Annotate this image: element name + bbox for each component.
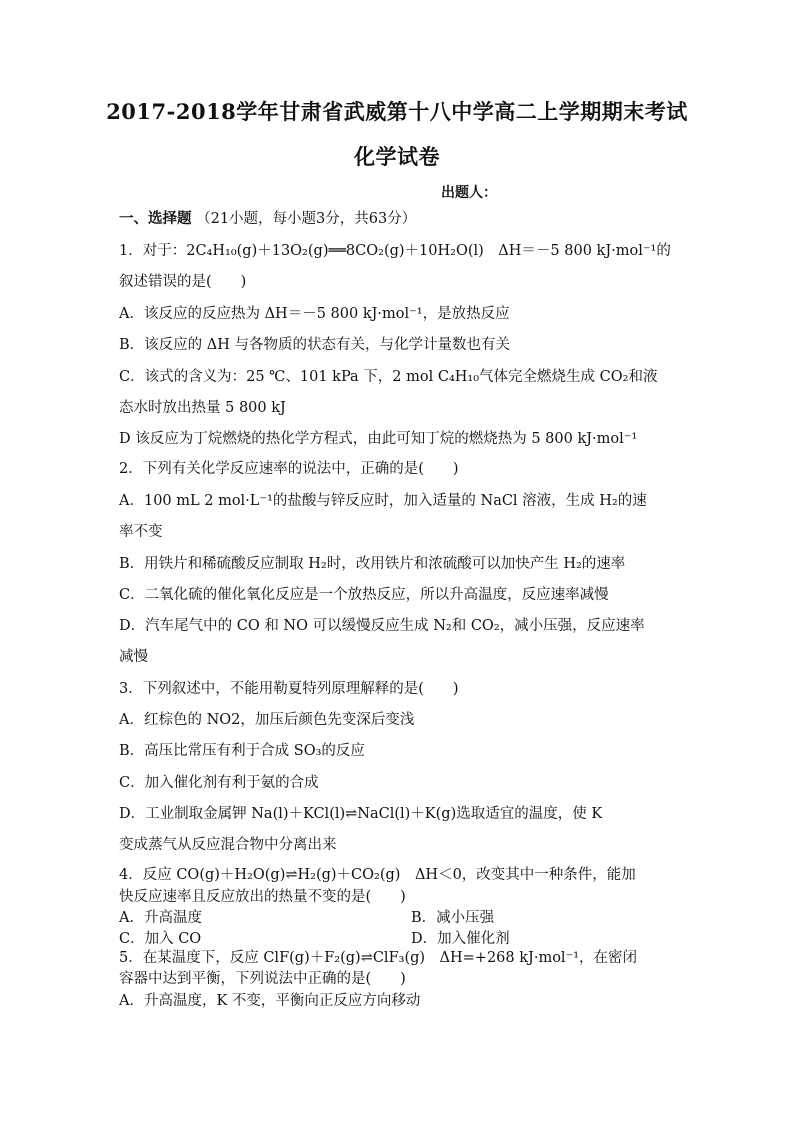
author-label: 出题人： [441,185,497,201]
q2-stem: 2．下列有关化学反应速率的说法中，正确的是( ) [119,461,459,477]
q1-stem-line1: 1．对于：2C₄H₁₀(g)＋13O₂(g)══8CO₂(g)＋10H₂O(l) ΔH＝－5 800 kJ·mol⁻¹的 [119,243,671,259]
q5-stem-line2: 容器中达到平衡，下列说法中正确的是( ) [119,971,406,987]
q2-option-d-line2: 减慢 [119,649,148,665]
q3-option-d-line2: 变成蒸气从反应混合物中分离出来 [119,837,337,853]
q1-option-a: A．该反应的反应热为 ΔH＝－5 800 kJ·mol⁻¹，是放热反应 [119,306,510,322]
q1-option-c-line1: C．该式的含义为：25 ℃、101 kPa 下，2 mol C₄H₁₀气体完全燃烧生成 CO₂和液 [119,369,658,385]
q2-option-c: C．二氧化硫的催化氧化反应是一个放热反应，所以升高温度，反应速率减慢 [119,587,609,603]
q1-option-b: B．该反应的 ΔH 与各物质的状态有关，与化学计量数也有关 [119,337,510,353]
q2-option-a-line2: 率不变 [119,524,163,540]
q1-option-c-line2: 态水时放出热量 5 800 kJ [119,400,286,416]
q3-option-b: B．高压比常压有利于合成 SO₃的反应 [119,743,365,759]
q1-stem-line2: 叙述错误的是( ) [119,274,247,290]
section-note: （21小题，每小题3分，共63分） [196,211,417,227]
q4-option-d: D．加入催化剂 [411,931,510,947]
q4-option-b: B．减小压强 [411,910,495,926]
q2-option-d-line1: D．汽车尾气中的 CO 和 NO 可以缓慢反应生成 N₂和 CO₂，减小压强，反应速率 [119,618,645,634]
q1-option-d: D 该反应为丁烷燃烧的热化学方程式，由此可知丁烷的燃烧热为 5 800 kJ·mol⁻¹ [119,431,638,447]
q4-stem-line2: 快反应速率且反应放出的热量不变的是( ) [119,889,406,905]
q3-option-c: C．加入催化剂有利于氨的合成 [119,775,319,791]
q4-option-c: C．加入 CO [119,931,202,947]
q3-option-d-line1: D．工业制取金属钾 Na(l)＋KCl(l)⇌NaCl(l)＋K(g)选取适宜的温度，使 K [119,806,603,822]
q5-option-a: A．升高温度，K 不变，平衡向正反应方向移动 [119,993,421,1009]
q2-option-b: B．用铁片和稀硫酸反应制取 H₂时，改用铁片和浓硫酸可以加快产生 H₂的速率 [119,556,626,572]
section-header [119,210,416,228]
q3-option-a: A．红棕色的 NO2，加压后颜色先变深后变浅 [119,712,415,728]
exam-title: 2017-2018学年甘肃省武威第十八中学高二上学期期末考试 [106,99,688,124]
q4-stem-line1: 4．反应 CO(g)＋H₂O(g)⇌H₂(g)＋CO₂(g) ΔH＜0，改变其中一种条件，能加 [119,867,636,883]
q5-stem-line1: 5．在某温度下，反应 ClF(g)＋F₂(g)⇌ClF₃(g) ΔH=+268 kJ·mol⁻¹，在密闭 [119,950,638,966]
exam-subtitle: 化学试卷 [354,144,440,169]
q4-option-a: A．升高温度 [119,910,202,926]
q2-option-a-line1: A．100 mL 2 mol·L⁻¹的盐酸与锌反应时，加入适量的 NaCl 溶液，生成 H₂的速 [119,493,647,509]
section-heading: 一、选择题 [119,210,192,227]
q3-stem: 3．下列叙述中，不能用勒夏特列原理解释的是( ) [119,681,459,697]
